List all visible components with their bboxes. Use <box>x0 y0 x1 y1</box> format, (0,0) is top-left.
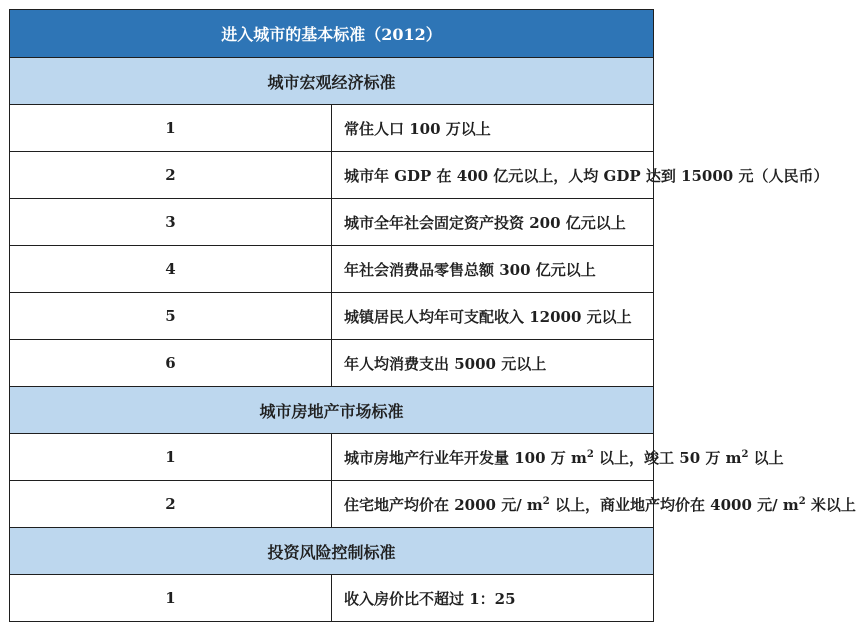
table-row <box>10 575 654 622</box>
section-heading-risk-control: 投资风险控制标准 <box>10 528 654 575</box>
table-title-row <box>10 10 654 58</box>
section-heading-real-estate: 城市房地产市场标准 <box>10 387 654 434</box>
row-text-part: 米以上 <box>805 495 856 514</box>
row-text-part: 以上，商业地产均价在 4000 元/ m <box>549 495 799 514</box>
superscript-square: 2 <box>741 448 749 460</box>
row-text: 城市年 GDP 在 400 亿元以上，人均 GDP 达到 15000 元（人民币） <box>332 152 654 199</box>
superscript-square: 2 <box>542 495 550 507</box>
table-row <box>10 152 654 199</box>
section-header-row <box>10 58 654 105</box>
row-text: 城市全年社会固定资产投资 200 亿元以上 <box>332 199 654 246</box>
section-header-row <box>10 387 654 434</box>
row-number: 1 <box>10 434 332 481</box>
row-number: 2 <box>10 152 332 199</box>
row-text-part: 以上，竣工 50 万 m <box>593 448 742 467</box>
table-row <box>10 434 654 481</box>
table-title: 进入城市的基本标准（2012） <box>10 10 654 58</box>
row-text: 年人均消费支出 5000 元以上 <box>332 340 654 387</box>
table-row <box>10 199 654 246</box>
standards-table <box>9 9 856 622</box>
row-text <box>332 481 856 528</box>
row-number: 6 <box>10 340 332 387</box>
superscript-square: 2 <box>798 495 806 507</box>
row-number: 4 <box>10 246 332 293</box>
table-row <box>10 340 654 387</box>
section-heading-macro-economy: 城市宏观经济标准 <box>10 58 654 105</box>
row-text <box>332 434 784 481</box>
row-text-part: 住宅地产均价在 2000 元/ m <box>344 495 543 514</box>
table-row <box>10 481 654 528</box>
row-text: 城镇居民人均年可支配收入 12000 元以上 <box>332 293 654 340</box>
row-number: 2 <box>10 481 332 528</box>
row-number: 3 <box>10 199 332 246</box>
section-header-row <box>10 528 654 575</box>
table-row <box>10 105 654 152</box>
row-number: 1 <box>10 105 332 152</box>
row-text: 年社会消费品零售总额 300 亿元以上 <box>332 246 654 293</box>
row-text-part: 城市房地产行业年开发量 100 万 m <box>344 448 587 467</box>
superscript-square: 2 <box>586 448 594 460</box>
row-number: 1 <box>10 575 332 622</box>
row-text: 常住人口 100 万以上 <box>332 105 654 152</box>
row-text: 收入房价比不超过 1：25 <box>332 575 654 622</box>
row-number: 5 <box>10 293 332 340</box>
table-row <box>10 293 654 340</box>
table-row <box>10 246 654 293</box>
row-text-part: 以上 <box>748 448 784 467</box>
